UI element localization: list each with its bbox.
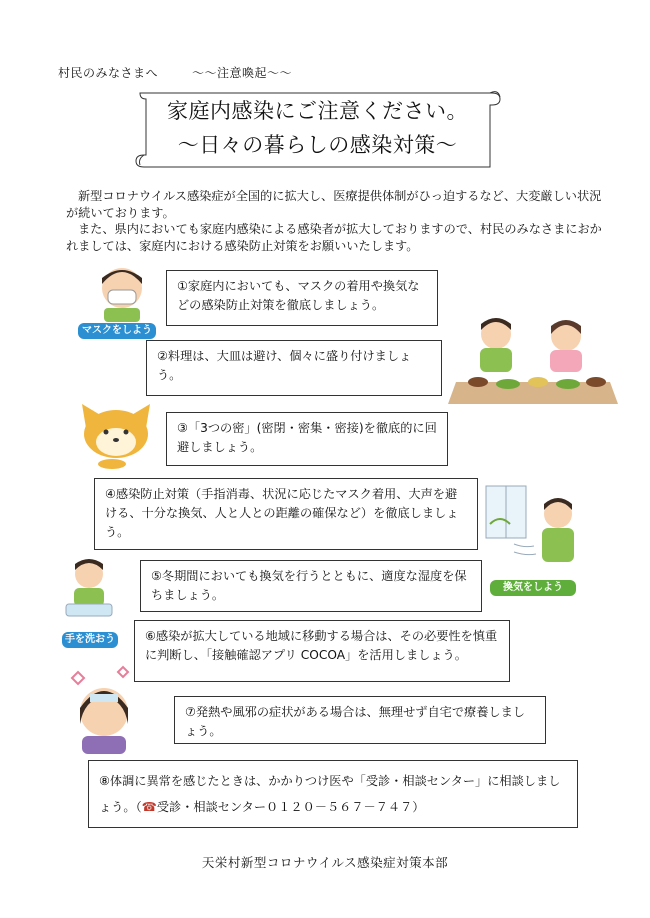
tip-5: ⑤冬期間においても換気を行うとともに、適度な湿度を保ちましょう。 xyxy=(140,560,482,612)
handwash-person-illustration xyxy=(62,556,116,618)
phone-icon: ☎ xyxy=(141,800,157,814)
tip-4: ④感染防止対策（手指消毒、状況に応じたマスク着用、大声を避ける、十分な換気、人と人との距離の確保など）を徹底しましょう。 xyxy=(94,478,478,550)
tip-6: ⑥感染が拡大している地域に移動する場合は、その必要性を慎重に判断し、「接触確認アプリ COCOA」を活用しましょう。 xyxy=(134,620,510,682)
tip-3: ③「3つの密」(密閉・密集・密接)を徹底的に回避しましょう。 xyxy=(166,412,448,466)
dog-mascot-illustration xyxy=(76,398,156,470)
tip-8-text: ⑧体調に異常を感じたときは、かかりつけ医や「受診・相談センター」に相談しましょう。（ xyxy=(99,774,561,814)
family-meal-illustration xyxy=(448,312,618,408)
tip-8-phone: 受診・相談センター０１２０－５６７－７４７ xyxy=(156,800,413,814)
page-title: 家庭内感染にご注意ください。 xyxy=(167,99,468,123)
intro-paragraph-1: 新型コロナウイルス感染症が全国的に拡大し、医療提供体制がひっ迫するなど、大変厳しい状況が続いております。 xyxy=(66,189,602,220)
tip-8-close: ） xyxy=(412,800,425,814)
intro-text xyxy=(66,188,606,254)
page-subtitle: ～日々の暮らしの感染対策～ xyxy=(177,133,458,157)
sick-person-illustration xyxy=(66,664,140,756)
mask-tag: マスクをしよう xyxy=(78,323,156,339)
handwash-tag: 手を洗おう xyxy=(62,632,118,648)
ventilate-tag: 換気をしよう xyxy=(490,580,576,596)
tip-1: ①家庭内においても、マスクの着用や換気などの感染防止対策を徹底しましょう。 xyxy=(166,270,438,326)
tip-8 xyxy=(88,760,578,828)
window-ventilation-illustration xyxy=(484,484,588,574)
footer-issuer: 天栄村新型コロナウイルス感染症対策本部 xyxy=(201,855,449,870)
mask-person-illustration xyxy=(94,262,150,322)
alert-label: ～～注意喚起～～ xyxy=(192,66,293,80)
addressee: 村民のみなさまへ xyxy=(58,66,159,80)
intro-paragraph-2: また、県内においても家庭内感染による感染者が拡大しておりますので、村民のみなさまにおかれましては、家庭内における感染防止対策をお願いいたします。 xyxy=(66,222,602,253)
tip-7: ⑦発熱や風邪の症状がある場合は、無理せず自宅で療養しましょう。 xyxy=(174,696,546,744)
header xyxy=(58,64,292,81)
title-banner xyxy=(130,85,505,175)
tip-2: ②料理は、大皿は避け、個々に盛り付けましょう。 xyxy=(146,340,442,396)
